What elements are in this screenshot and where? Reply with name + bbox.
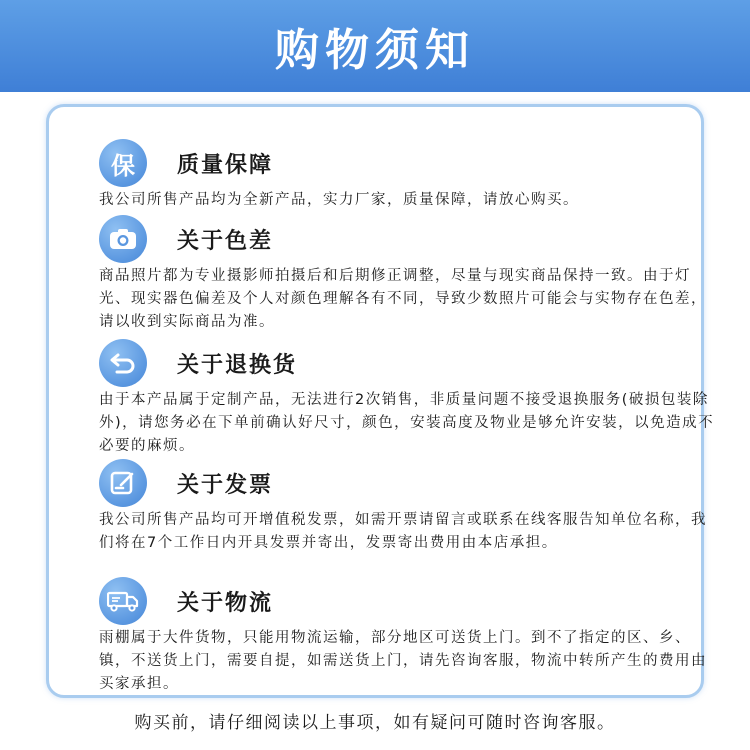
footer-note: 购买前，请仔细阅读以上事项，如有疑问可随时咨询客服。 bbox=[134, 713, 616, 733]
invoice-edit-icon bbox=[99, 459, 147, 507]
section-title: 关于发票 bbox=[177, 472, 274, 498]
section-quality bbox=[99, 139, 719, 212]
section-color-diff bbox=[99, 215, 719, 334]
delivery-truck-icon bbox=[99, 577, 147, 625]
header-banner bbox=[0, 0, 750, 92]
section-body: 我公司所售产品均为全新产品，实力厂家，质量保障，请放心购买。 bbox=[99, 192, 579, 208]
section-title: 质量保障 bbox=[177, 152, 274, 178]
return-arrow-icon bbox=[99, 339, 147, 387]
section-title: 关于物流 bbox=[177, 590, 274, 616]
section-returns bbox=[99, 339, 719, 458]
page-title: 购物须知 bbox=[275, 25, 475, 76]
section-body: 雨棚属于大件货物，只能用物流运输，部分地区可送货上门。到不了指定的区、乡、镇，不送货上门，需要自提，如需送货上门，请先咨询客服，物流中转所产生的费用由买家承担。 bbox=[99, 630, 707, 692]
notice-card bbox=[46, 104, 715, 698]
section-invoice bbox=[99, 459, 719, 555]
section-logistics bbox=[99, 577, 719, 696]
section-body: 由于本产品属于定制产品，无法进行2次销售，非质量问题不接受退换服务(破损包装除外)，请您务必在下单前确认好尺寸，颜色，安装高度及物业是够允许安装，以免造成不必要的麻烦。 bbox=[99, 392, 715, 454]
section-body: 我公司所售产品均可开增值税发票，如需开票请留言或联系在线客服告知单位名称，我们将在7个工作日内开具发票并寄出，发票寄出费用由本店承担。 bbox=[99, 512, 707, 551]
camera-icon bbox=[99, 215, 147, 263]
section-title: 关于色差 bbox=[177, 228, 274, 254]
shield-char-icon: 保 bbox=[99, 139, 147, 187]
section-body: 商品照片都为专业摄影师拍摄后和后期修正调整，尽量与现实商品保持一致。由于灯光、现实器色偏差及个人对颜色理解各有不同，导致少数照片可能会与实物存在色差，请以收到实际商品为准。 bbox=[99, 268, 707, 330]
section-title: 关于退换货 bbox=[177, 352, 298, 378]
